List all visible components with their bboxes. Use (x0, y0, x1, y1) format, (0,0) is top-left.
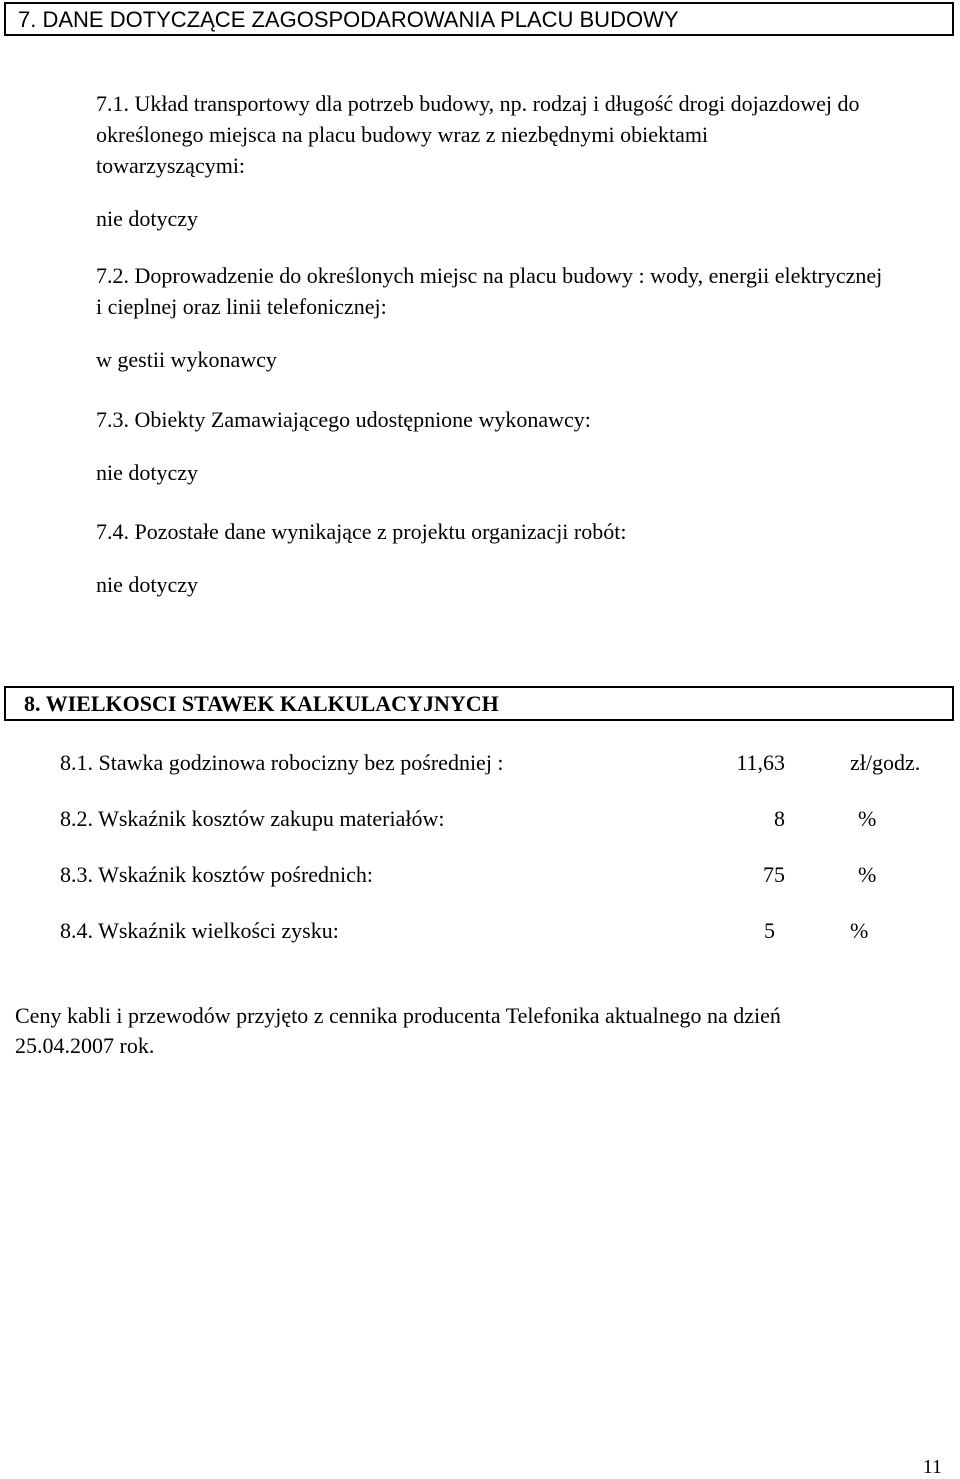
rate-row-8-2 (60, 803, 930, 835)
rate-value: 8 (774, 806, 785, 831)
section-8-heading-text: 8. WIELKOSCI STAWEK KALKULACYJNYCH (24, 691, 499, 716)
rate-value: 5 (764, 918, 775, 943)
item-7-1-title-line-3: towarzyszącymi: (96, 153, 246, 178)
rate-row-8-3 (60, 859, 930, 891)
rate-unit: % (858, 862, 877, 887)
rate-label: 8.3. Wskaźnik kosztów pośrednich: (60, 862, 374, 887)
item-7-4-title: 7.4. Pozostałe dane wynikające z projektu organizacji robót: (96, 519, 627, 544)
rate-unit: % (850, 918, 869, 943)
rate-value: 75 (763, 862, 785, 887)
rate-unit: zł/godz. (850, 750, 921, 775)
section-7-heading-text: 7. DANE DOTYCZĄCE ZAGOSPODAROWANIA PLACU BUDOWY (18, 7, 679, 32)
section-7-heading (4, 2, 954, 36)
item-7-2-value: w gestii wykonawcy (96, 347, 277, 372)
item-7-2-title-line-1: 7.2. Doprowadzenie do określonych miejsc na placu budowy : wody, energii elektrycznej (96, 263, 883, 288)
item-7-1-value: nie dotyczy (96, 206, 199, 231)
rate-unit: % (858, 806, 877, 831)
rate-label: 8.1. Stawka godzinowa robocizny bez pośredniej : (60, 750, 504, 775)
item-7-4-value: nie dotyczy (96, 572, 199, 597)
rate-row-8-1 (60, 747, 930, 779)
rate-label: 8.2. Wskaźnik kosztów zakupu materiałów: (60, 806, 445, 831)
rate-row-8-4 (60, 915, 930, 947)
rate-value: 11,63 (736, 750, 785, 775)
item-7-3-title: 7.3. Obiekty Zamawiającego udostępnione wykonawcy: (96, 407, 591, 432)
item-7-3-value: nie dotyczy (96, 460, 199, 485)
page-number: 11 (922, 1456, 942, 1478)
rate-label: 8.4. Wskaźnik wielkości zysku: (60, 918, 339, 943)
section-8-heading (4, 686, 954, 721)
item-7-1-title-line-1: 7.1. Układ transportowy dla potrzeb budowy, np. rodzaj i długość drogi dojazdowej do (96, 91, 860, 116)
note-line-1: Ceny kabli i przewodów przyjęto z cennika producenta Telefonika aktualnego na dzień (15, 1003, 781, 1028)
item-7-1-title-line-2: określonego miejsca na placu budowy wraz z niezbędnymi obiektami (96, 122, 709, 147)
note-line-2: 25.04.2007 rok. (15, 1033, 155, 1058)
item-7-2-title-line-2: i cieplnej oraz linii telefonicznej: (96, 294, 387, 319)
